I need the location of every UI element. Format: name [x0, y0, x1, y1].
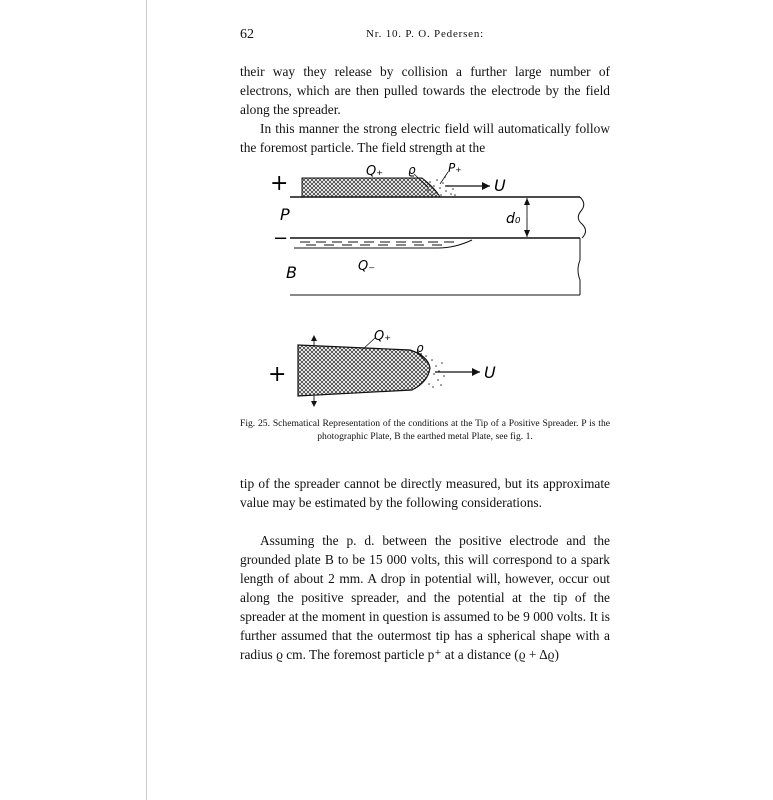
paragraph-field-follow: In this manner the strong electric field will automatically follow the foremost particle. The field strength at the [240, 121, 610, 155]
plus-sign-upper: + [270, 171, 289, 196]
minus-sign: − [273, 228, 289, 249]
label-rho-lower: ϱ [416, 341, 424, 355]
running-head: Nr. 10. P. O. Pedersen: [366, 28, 485, 40]
upper-diagram [270, 161, 586, 295]
label-p-plus: P₊ [448, 161, 462, 175]
figure-25 [240, 160, 610, 410]
label-Q-plus-lower: Q₊ [374, 329, 392, 344]
paragraph-continuation: their way they release by collision a further large number of electrons, which are then pulled towards the electrode by the field along the spreader. [240, 64, 610, 117]
positive-charge-region [302, 178, 440, 197]
label-P: P [280, 205, 290, 224]
label-Q-minus: Q₋ [358, 259, 376, 274]
page-header [240, 27, 610, 49]
label-U-lower: U [484, 363, 496, 382]
positive-spreader-body [298, 345, 430, 396]
figure-caption: Fig. 25. Schematical Representation of the conditions at the Tip of a Positive Spreader. P is the photographic Plate, B the earthed metal Plate, see fig. 1. [240, 418, 610, 442]
figure-25-drawing [240, 160, 610, 410]
scan-margin-line [146, 0, 147, 800]
plus-sign-lower: + [268, 362, 287, 387]
negative-charge-dashes [300, 242, 454, 245]
label-U-upper: U [494, 176, 506, 195]
label-Q-plus-upper: Q₊ [366, 164, 384, 179]
label-d0: d₀ [506, 211, 521, 227]
paragraph-assuming: Assuming the p. d. between the positive electrode and the grounded plate B to be 15 000 volts, this will correspond to a spark length of about 2 mm. A drop in potential will, however, occur out along the positive spreader, and the potential at the tip of the spreader at the moment in question is assumed to be 9 000 volts. It is further assumed that the outermost tip has a spherical shape with a radius ϱ cm. The foremost particle p⁺ at a distance (ϱ + Δϱ) [240, 533, 610, 662]
label-rho-upper: ϱ [408, 163, 416, 177]
lower-diagram [268, 329, 496, 407]
page-number: 62 [240, 27, 254, 42]
label-B: B [286, 263, 297, 282]
paragraph-tip-measure: tip of the spreader cannot be directly measured, but its approximate value may be estimated by the following considerations. [240, 476, 610, 510]
